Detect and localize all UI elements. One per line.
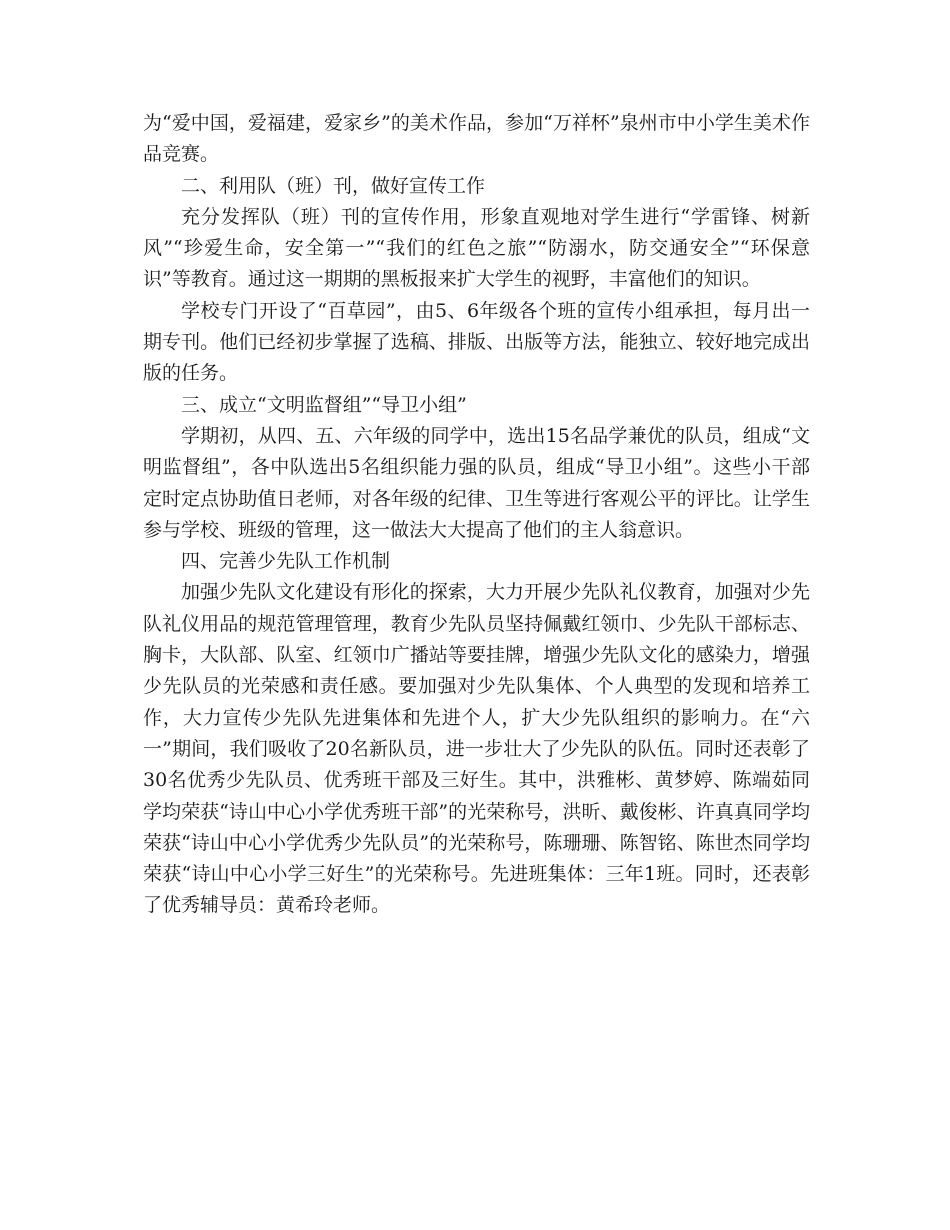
paragraph-supervision-groups: 学期初，从四、五、六年级的同学中，选出15名品学兼优的队员，组成“文明监督组”，各中队选出5名组织能力强的队员，组成“导卫小组”。这些小干部定时定点协助值日老师，对各年级的纪律、卫生等进行客观公平的评比。让学生参与学校、班级的管理，这一做法大大提高了他们的主人翁意识。 [143,424,810,541]
section-heading-supervision: 三、成立“文明监督组”“导卫小组” [181,393,467,416]
section-heading-publicity: 二、利用队（班）刊，做好宣传工作 [181,174,486,197]
paragraph-continuation: 为“爱中国，爱福建，爱家乡”的美术作品，参加“万祥杯”泉州市中小学生美术作品竞赛。 [143,112,810,166]
document-page [143,108,810,922]
section-heading-mechanism: 四、完善少先队工作机制 [181,550,391,573]
paragraph-baicaoyuan: 学校专门开设了“百草园”，由5、6年级各个班的宣传小组承担，每月出一期专刊。他们已经初步掌握了选稿、排版、出版等方法，能独立、较好地完成出版的任务。 [143,299,810,385]
paragraph-publicity-role: 充分发挥队（班）刊的宣传作用，形象直观地对学生进行“学雷锋、树新风”“珍爱生命，安全第一”“我们的红色之旅”“防溺水，防交通安全”“环保意识”等教育。通过这一期期的黑板报来扩大学生的视野，丰富他们的知识。 [143,205,810,291]
paragraph-mechanism: 加强少先队文化建设有形化的探索，大力开展少先队礼仪教育，加强对少先队礼仪用品的规范管理管理，教育少先队员坚持佩戴红领巾、少先队干部标志、胸卡，大队部、队室、红领巾广播站等要挂牌，增强少先队文化的感染力，增强少先队员的光荣感和责任感。要加强对少先队集体、个人典型的发现和培养工作，大力宣传少先队先进集体和先进个人，扩大少先队组织的影响力。在“六一”期间，我们吸收了20名新队员，进一步壮大了少先队的队伍。同时还表彰了30名优秀少先队员、优秀班干部及三好生。其中，洪雅彬、黄梦婷、陈端茹同学均荣获“诗山中心小学优秀班干部”的光荣称号，洪昕、戴俊彬、许真真同学均荣获“诗山中心小学优秀少先队员”的光荣称号，陈珊珊、陈智铭、陈世杰同学均荣获“诗山中心小学三好生”的光荣称号。先进班集体：三年1班。同时，还表彰了优秀辅导员：黄希玲老师。 [143,581,810,917]
